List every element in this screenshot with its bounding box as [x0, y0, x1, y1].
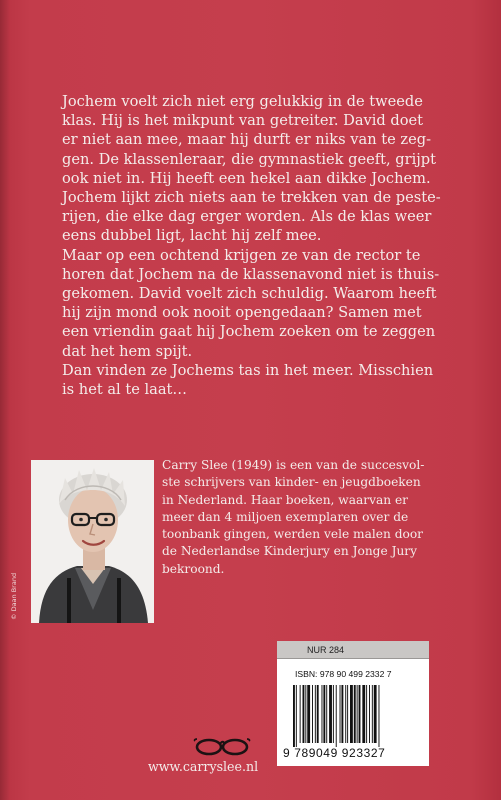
barcode-bar: [303, 685, 305, 743]
barcode-bar: [374, 685, 377, 743]
website-url: www.carryslee.nl: [148, 759, 259, 774]
barcode-bar: [333, 685, 334, 743]
photo-credit: © Daan Brand: [10, 572, 18, 620]
barcode-bar: [336, 685, 337, 747]
barcode-graphic: [291, 685, 417, 747]
barcode-bar: [312, 685, 313, 743]
barcode-bar: [323, 685, 325, 743]
barcode-bar: [305, 685, 306, 743]
author-portrait-illustration: [31, 460, 154, 623]
barcode-bar: [362, 685, 365, 743]
blurb-line: er niet aan mee, maar hij durft er niks van te zeg-: [62, 131, 432, 149]
barcode-bar: [317, 685, 319, 743]
spine-shadow: [0, 0, 10, 800]
barcode-bar: [329, 685, 332, 743]
barcode-bar: [357, 685, 358, 743]
nur-code: NUR 284: [277, 641, 429, 659]
blurb-line: ook niet in. Hij heeft een hekel aan dikke Jochem.: [62, 169, 431, 187]
isbn-number: ISBN: 978 90 499 2332 7: [295, 669, 392, 679]
blurb-line: gekomen. David voelt zich schuldig. Waarom heeft: [62, 285, 437, 303]
blurb-line: Maar op een ochtend krijgen ze van de rector te: [62, 246, 421, 264]
blurb-line: Dan vinden ze Jochems tas in het meer. Misschien: [62, 361, 434, 379]
bio-line: meer dan 4 miljoen exemplaren over de: [162, 509, 409, 524]
author-photo: [31, 460, 154, 623]
blurb-line: hij zijn mond ook nooit opengedaan? Samen met: [62, 304, 422, 322]
bio-line: in Nederland. Haar boeken, waarvan er: [162, 492, 409, 507]
blurb-line: dat het hem spijt.: [62, 342, 193, 360]
glasses-icon: [193, 736, 251, 756]
blurb-line: klas. Hij is het mikpunt van getreiter. David doet: [62, 112, 424, 130]
blurb-line: eens dubbel ligt, lacht hij zelf mee.: [62, 227, 322, 245]
barcode-bar: [300, 685, 301, 743]
barcode-bar: [326, 685, 327, 743]
blurb-line: Jochem voelt zich niet erg gelukkig in de tweede: [62, 93, 423, 110]
barcode-bar: [347, 685, 348, 743]
blurb-line: rijen, die elke dag erger worden. Als de klas weer: [62, 208, 432, 226]
blurb-text: [62, 92, 457, 399]
barcode-bar: [359, 685, 361, 743]
barcode-bar: [354, 685, 356, 743]
barcode-bar: [340, 685, 341, 743]
blurb-line: is het al te laat…: [62, 381, 188, 399]
blurb-line: Jochem lijkt zich niets aan te trekken van de peste-: [62, 189, 441, 207]
barcode-label: [277, 641, 429, 766]
blurb-line: gen. De klassenleraar, die gymnastiek geeft, grijpt: [62, 150, 437, 168]
barcode-bar: [372, 685, 373, 743]
barcode-bars: [291, 685, 417, 747]
barcode-bar: [350, 685, 353, 743]
barcode-bar: [345, 685, 346, 743]
blurb-line: een vriendin gaat hij Jochem zoeken om te zeggen: [62, 323, 436, 341]
blurb-line: horen dat Jochem na de klassenavond niet is thuis-: [62, 265, 440, 283]
author-bio: [162, 457, 462, 578]
barcode-bar: [315, 685, 316, 743]
barcode-digits: 9 789049 923327: [283, 746, 386, 760]
bio-line: ste schrijvers van kinder- en jeugdboeken: [162, 475, 421, 490]
barcode-bar: [322, 685, 323, 743]
bio-line: de Nederlandse Kinderjury en Jonge Jury: [162, 544, 418, 559]
bio-line: bekroond.: [162, 561, 225, 576]
bio-line: Carry Slee (1949) is een van de succesvol-: [162, 458, 425, 472]
barcode-bar: [366, 685, 367, 743]
bio-line: toonbank gingen, werden vele malen door: [162, 527, 424, 542]
barcode-bar: [379, 685, 380, 747]
barcode-bar: [369, 685, 370, 743]
barcode-bar: [296, 685, 297, 747]
barcode-bar: [341, 685, 343, 743]
barcode-bar: [307, 685, 310, 743]
barcode-bar: [293, 685, 295, 747]
